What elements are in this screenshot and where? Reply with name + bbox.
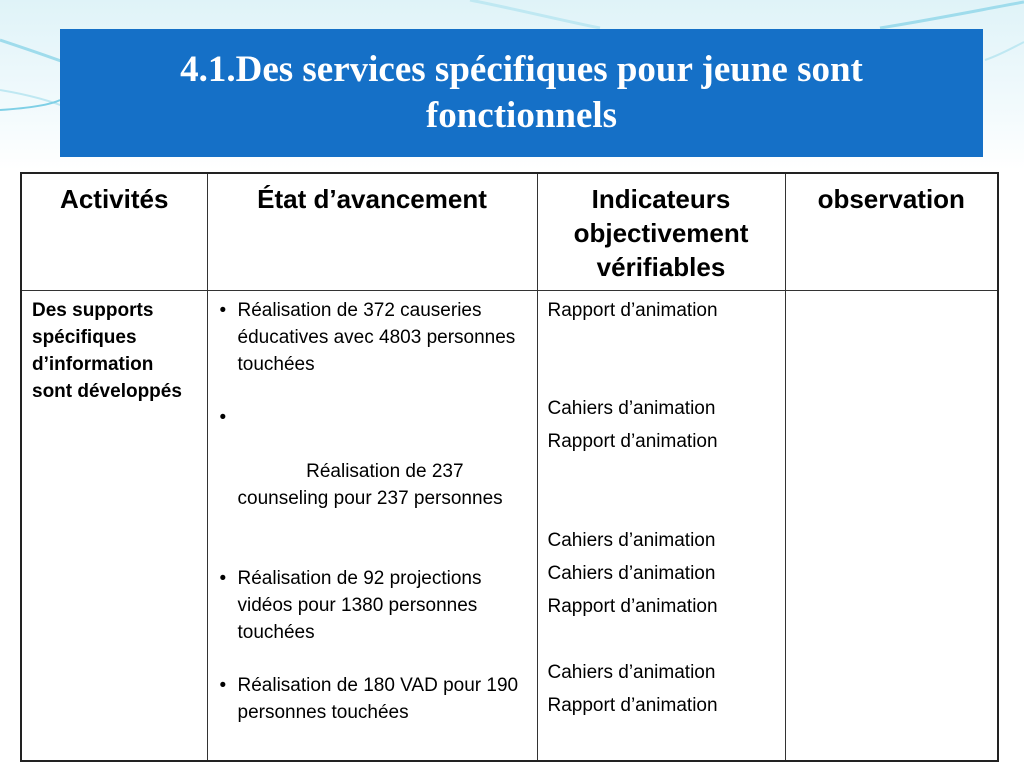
header-indicateurs: Indicateurs objectivement vérifiables (537, 173, 785, 291)
table-header-row (21, 173, 998, 291)
bullet-icon: • (219, 407, 227, 428)
list-item (216, 672, 529, 726)
progress-list (216, 297, 529, 726)
list-item (216, 297, 529, 378)
indicator-item: Cahiers d’animation (547, 398, 716, 419)
observation-cell (785, 291, 998, 762)
bullet-icon: • (219, 675, 227, 696)
title-banner (60, 29, 983, 157)
activity-cell: Des supports spécifiques d’information sont développés (21, 291, 207, 762)
progress-item-text: Réalisation de 180 VAD pour 190 personnes touchées (237, 675, 519, 723)
indicator-item: Cahiers d’animation (547, 662, 716, 683)
indicator-item: Rapport d’animation (547, 596, 718, 617)
bullet-icon: • (219, 300, 227, 321)
header-activites: Activités (21, 173, 207, 291)
progress-item-text: Réalisation de 237 counseling pour 237 personnes (237, 461, 503, 509)
progress-table (20, 172, 999, 762)
page-title: 4.1.Des services spécifiques pour jeune sont fonctionnels (180, 49, 863, 136)
progress-cell (207, 291, 537, 762)
indicator-item: Cahiers d’animation (547, 563, 716, 584)
indicator-item: Cahiers d’animation (547, 530, 716, 551)
bullet-icon: • (219, 568, 227, 589)
indicator-item: Rapport d’animation (547, 431, 718, 452)
header-observation: observation (785, 173, 998, 291)
list-item (216, 404, 529, 539)
table-row (21, 291, 998, 762)
indicator-item: Rapport d’animation (547, 300, 718, 321)
progress-item-text: Réalisation de 372 causeries éducatives avec 4803 personnes touchées (237, 300, 516, 375)
progress-item-text: Réalisation de 92 projections vidéos pour 1380 personnes touchées (237, 568, 482, 643)
indicator-item: Rapport d’animation (547, 695, 718, 716)
list-item (216, 565, 529, 646)
header-etat-avancement: État d’avancement (207, 173, 537, 291)
indicators-cell (537, 291, 785, 762)
